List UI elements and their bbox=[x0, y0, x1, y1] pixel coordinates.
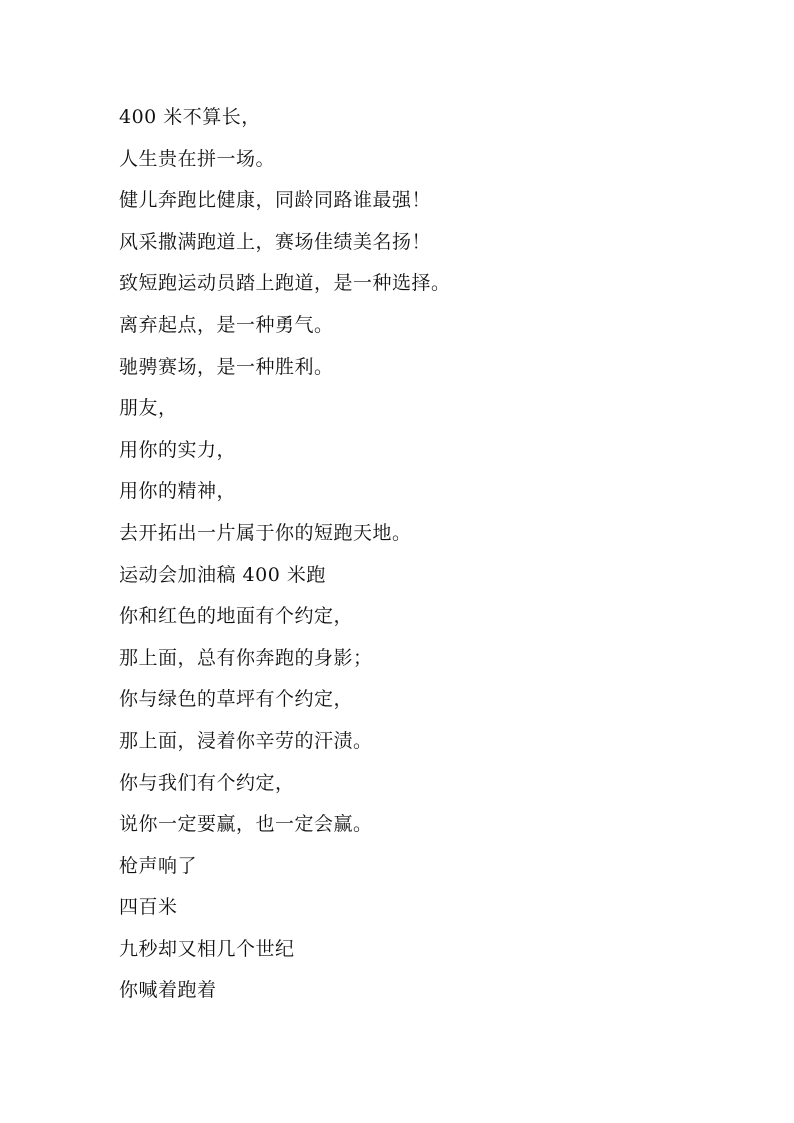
section-heading: 运动会加油稿 400 米跑 bbox=[119, 563, 326, 586]
text-line: 去开拓出一片属于你的短跑天地。 bbox=[119, 521, 412, 544]
text-line: 健儿奔跑比健康，同龄同路谁最强！ bbox=[119, 189, 432, 212]
text-line: 400 米不算长， bbox=[119, 106, 261, 128]
text-line: 你与绿色的草坪有个约定， bbox=[119, 688, 354, 711]
text-line: 九秒却又相几个世纪 bbox=[119, 937, 295, 960]
text-line: 说你一定要赢，也一定会赢。 bbox=[119, 813, 373, 836]
text-line: 风采撒满跑道上，赛场佳绩美名扬！ bbox=[119, 230, 432, 253]
text-line: 你喊着跑着 bbox=[119, 979, 217, 1002]
text-line: 驰骋赛场，是一种胜利。 bbox=[119, 355, 334, 378]
text-lines bbox=[119, 101, 451, 1016]
text-line: 那上面，总有你奔跑的身影； bbox=[119, 646, 373, 669]
text-line: 朋友， bbox=[119, 397, 178, 420]
text-line: 致短跑运动员踏上跑道，是一种选择。 bbox=[119, 272, 451, 295]
text-line: 用你的精神， bbox=[119, 480, 237, 503]
text-line: 用你的实力， bbox=[119, 438, 237, 461]
text-line: 你与我们有个约定， bbox=[119, 771, 295, 794]
text-line: 四百米 bbox=[119, 896, 178, 919]
text-line: 离弃起点，是一种勇气。 bbox=[119, 313, 334, 336]
text-line: 你和红色的地面有个约定， bbox=[119, 605, 354, 628]
text-line: 那上面，浸着你辛劳的汗渍。 bbox=[119, 729, 373, 752]
text-line: 枪声响了 bbox=[119, 854, 198, 877]
text-line: 人生贵在拼一场。 bbox=[119, 147, 276, 170]
